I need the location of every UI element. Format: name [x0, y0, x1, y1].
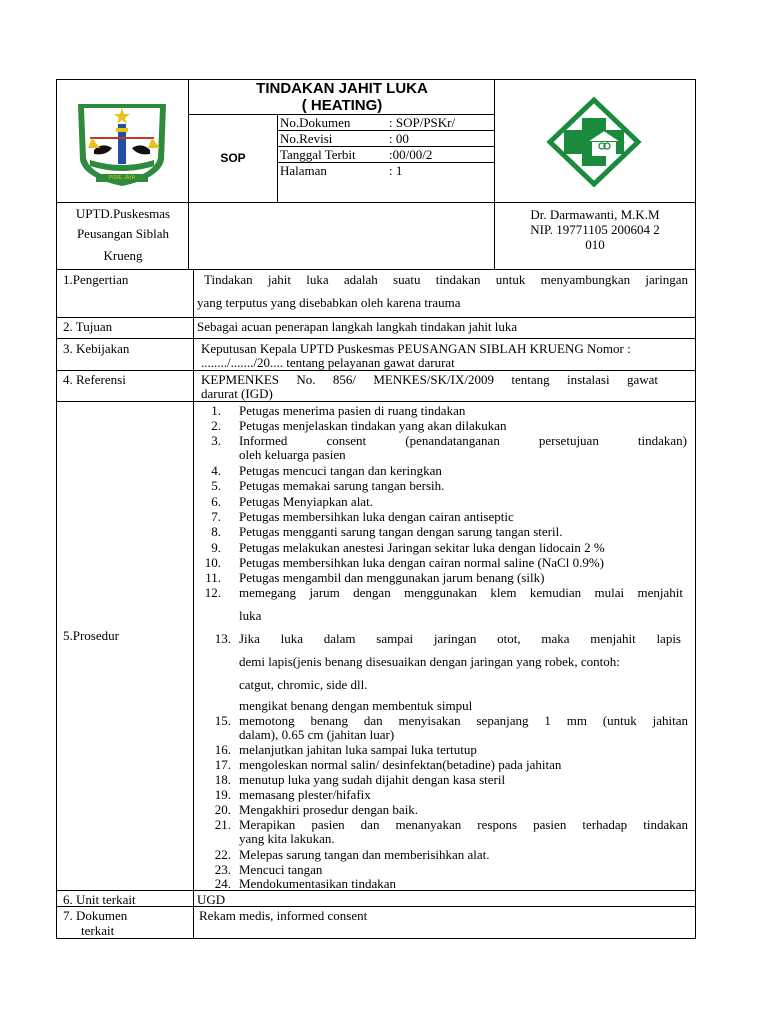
step-number: 1.	[211, 403, 221, 418]
row-line-1	[56, 317, 696, 318]
signatory-nip-line2: 010	[585, 237, 605, 252]
step-number: 12.	[204, 585, 221, 600]
document-title-line2: ( HEATING)	[301, 97, 383, 114]
row-line-2	[56, 338, 696, 339]
row-line-3	[56, 370, 696, 371]
meta-label-halaman: Halaman	[280, 163, 327, 178]
procedure-step-continued: demi lapis(jenis benang disesuaikan dengan jaringan yang robek, contoh:	[239, 654, 620, 669]
step-number: 3.	[211, 433, 221, 448]
sop-label: SOP	[220, 151, 246, 165]
procedure-step: memotong benang dan menyisakan sepanjang 1 mm (untuk jahitan	[239, 713, 688, 728]
step-number: 4.	[211, 463, 221, 478]
referensi-line2: darurat (IGD)	[201, 386, 273, 401]
label-unit-terkait: 6. Unit terkait	[63, 892, 136, 907]
procedure-step: Petugas menerima pasien di ruang tindakan	[239, 403, 466, 418]
procedure-step: memegang jarum dengan menggunakan klem kemudian mulai menjahit	[239, 585, 683, 600]
step-number: 20.	[214, 802, 231, 817]
procedure-step: Petugas mengambil dan menggunakan jarum benang (silk)	[239, 570, 545, 585]
label-dokumen-terkait-line2: terkait	[81, 923, 115, 938]
procedure-step: Jika luka dalam sampai jaringan otot, maka menjahit lapis	[239, 631, 681, 646]
procedure-step: Melepas sarung tangan dan memberisihkan alat.	[239, 847, 490, 862]
step-number: 13.	[214, 631, 231, 646]
step-number: 6.	[211, 494, 221, 509]
step-number: 11.	[205, 570, 221, 585]
pengertian-line1: Tindakan jahit luka adalah suatu tindakan untuk menyambungkan jaringan	[204, 272, 688, 287]
table-border-left	[56, 79, 57, 939]
procedure-step-continued: yang kita lakukan.	[239, 831, 335, 846]
procedure-step: mengoleskan normal salin/ desinfektan(betadine) pada jahitan	[239, 757, 562, 772]
step-number: 5.	[211, 478, 221, 493]
tujuan-text: Sebagai acuan penerapan langkah langkah tindakan jahit luka	[197, 319, 518, 334]
procedure-step: Merapikan pasien dan menanyakan respons pasien terhadap tindakan	[239, 817, 688, 832]
procedure-step: Petugas menjelaskan tindakan yang akan dilakukan	[239, 418, 507, 433]
procedure-step: Mencuci tangan	[239, 862, 323, 877]
step-number: 9.	[211, 540, 221, 555]
procedure-step: Petugas membersihkan luka dengan cairan normal saline (NaCl 0.9%)	[239, 555, 604, 570]
table-border-bottom	[56, 938, 696, 939]
procedure-step: Petugas melakukan anestesi Jaringan sekitar luka dengan lidocain 2 %	[239, 540, 605, 555]
meta-value-no-dokumen: : SOP/PSKr/	[389, 115, 456, 130]
step-number: 24.	[214, 876, 231, 891]
procedure-step: memasang plester/hifafix	[239, 787, 371, 802]
procedure-step-continued: luka	[239, 608, 262, 623]
procedure-step: Petugas membersihkan luka dengan cairan antiseptic	[239, 509, 514, 524]
left-logo-caption: PIDIE JAYA	[108, 175, 136, 181]
procedure-step: mengikat benang dengan membentuk simpul	[239, 698, 473, 713]
org-bottom-line	[56, 269, 696, 270]
procedure-step-continued: dalam), 0.65 cm (jahitan luar)	[239, 727, 395, 742]
step-number: 7.	[211, 509, 221, 524]
label-tujuan: 2. Tujuan	[63, 319, 113, 334]
label-pengertian: 1.Pengertian	[63, 272, 129, 287]
puskesmas-logo	[546, 96, 642, 188]
org-divider-1	[188, 202, 189, 270]
org-name-line3: Krueng	[103, 248, 143, 263]
step-number: 2.	[211, 418, 221, 433]
procedure-step: Petugas mengganti sarung tangan dengan sarung tangan steril.	[239, 524, 563, 539]
dokumen-terkait-text: Rekam medis, informed consent	[199, 908, 368, 923]
table-border-right	[695, 79, 696, 939]
org-name-line1: UPTD.Puskesmas	[75, 206, 171, 221]
left-logo	[72, 98, 172, 190]
org-name-line2: Peusangan Siblah	[76, 226, 170, 241]
label-dokumen-terkait: 7. Dokumen	[63, 908, 128, 923]
step-number: 21.	[214, 817, 231, 832]
step-number: 19.	[214, 787, 231, 802]
label-referensi: 4. Referensi	[63, 372, 126, 387]
kebijakan-line2: ......../......./20.... tentang pelayanan gawat darurat	[201, 355, 455, 370]
row-line-6	[56, 906, 696, 907]
procedure-step-continued: oleh keluarga pasien	[239, 447, 346, 462]
meta-value-halaman: : 1	[389, 163, 403, 178]
label-kebijakan: 3. Kebijakan	[63, 341, 130, 356]
label-prosedur: 5.Prosedur	[63, 628, 119, 643]
row-line-4	[56, 401, 696, 402]
pengertian-line2: yang terputus yang disebabkan oleh karena trauma	[197, 295, 461, 310]
kebijakan-line1: Keputusan Kepala UPTD Puskesmas PEUSANGAN SIBLAH KRUENG Nomor :	[201, 341, 631, 356]
meta-label-no-dokumen: No.Dokumen	[280, 115, 351, 130]
step-number: 23.	[214, 862, 231, 877]
procedure-step: Mendokumentasikan tindakan	[239, 876, 397, 891]
signatory-nip-line1: NIP. 19771105 200604 2	[530, 222, 660, 237]
meta-label-no-revisi: No.Revisi	[280, 131, 333, 146]
procedure-step: Mengakhiri prosedur dengan baik.	[239, 802, 419, 817]
procedure-step: Petugas memakai sarung tangan bersih.	[239, 478, 445, 493]
meta-label-tanggal-terbit: Tanggal Terbit	[280, 147, 356, 162]
step-number: 17.	[214, 757, 231, 772]
step-number: 18.	[214, 772, 231, 787]
document-title-line1: TINDAKAN JAHIT LUKA	[256, 80, 428, 97]
procedure-step: Informed consent (penandatanganan persetujuan tindakan)	[239, 433, 687, 448]
step-number: 15.	[214, 713, 231, 728]
step-number: 8.	[211, 524, 221, 539]
unit-terkait-text: UGD	[197, 892, 226, 907]
step-number: 16.	[214, 742, 231, 757]
referensi-line1: KEPMENKES No. 856/ MENKES/SK/IX/2009 tentang instalasi gawat	[201, 372, 658, 387]
step-number: 10.	[204, 555, 221, 570]
procedure-step: Petugas mencuci tangan dan keringkan	[239, 463, 442, 478]
procedure-step-continued: catgut, chromic, side dll.	[239, 677, 368, 692]
step-number: 22.	[214, 847, 231, 862]
header-divider-3	[277, 114, 278, 202]
procedure-step: Petugas Menyiapkan alat.	[239, 494, 373, 509]
procedure-step: melanjutkan jahitan luka sampai luka tertutup	[239, 742, 477, 757]
meta-value-tanggal-terbit: :00/00/2	[389, 147, 433, 162]
meta-value-no-revisi: : 00	[389, 131, 409, 146]
header-bottom-line	[56, 202, 696, 203]
procedure-step: menutup luka yang sudah dijahit dengan kasa steril	[239, 772, 506, 787]
signatory-name: Dr. Darmawanti, M.K.M	[530, 207, 660, 222]
